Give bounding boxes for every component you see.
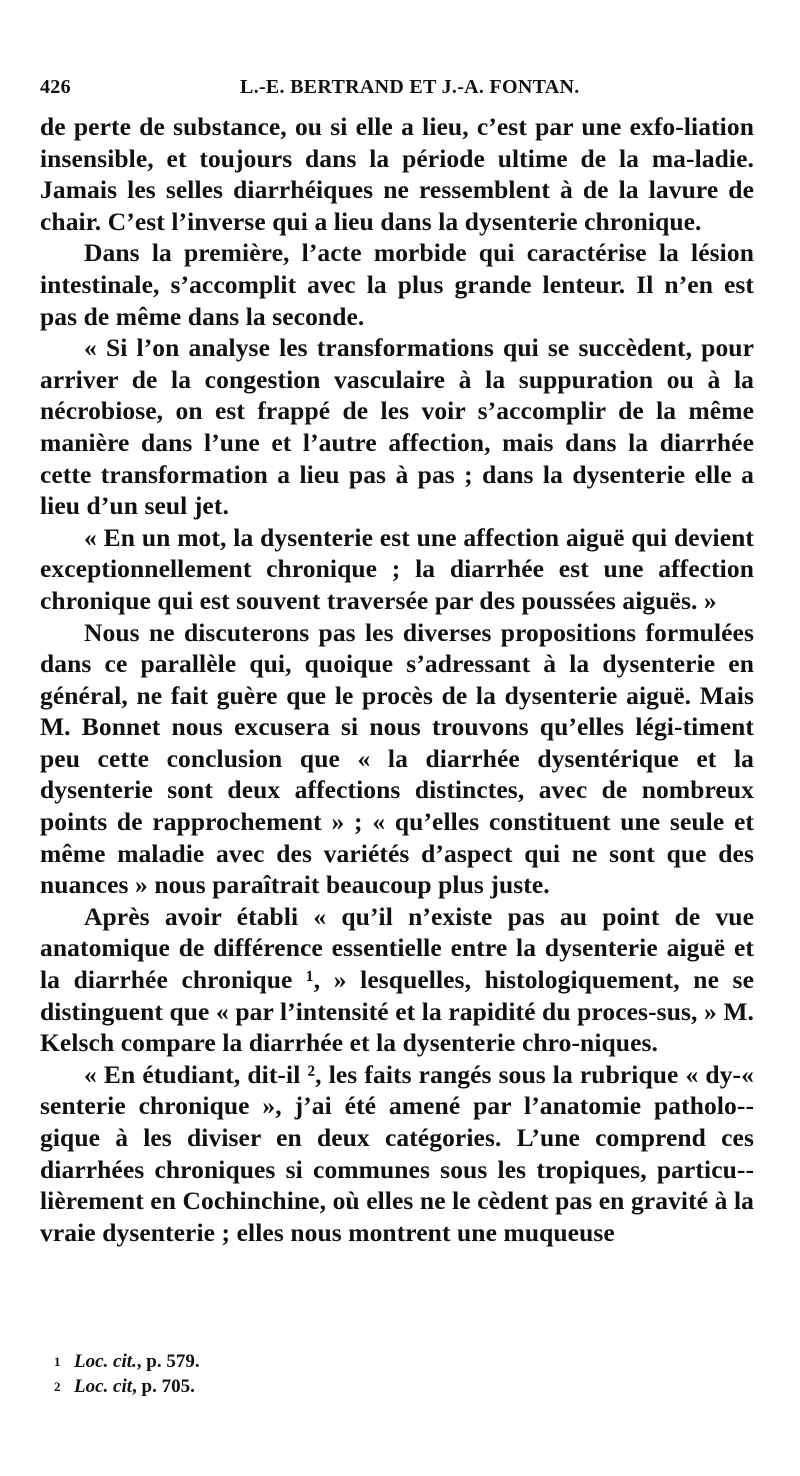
paragraph-6: Après avoir établi « qu’il n’existe pas au point de vue anatomique de différence essentielle entre la dysenterie aiguë et la diarrhée chronique ¹, » lesquelles, histologiquement, ne se distinguent que « par l’intensité et la rapidité du proces-sus, » M. Kelsch compare la diarrhée et la dysenterie chro-niques. bbox=[40, 901, 754, 1058]
paragraph-7: « En étudiant, dit-il ², les faits rangés sous la rubrique « dy-« senterie chronique », j’ai été amené par l’anatomie patholo-gique à les diviser en deux catégories. L’une comprend ces diarrhées chroniques si communes sous les tropiques, particu-lièrement en Cochinchine, où elles ne le cèdent pas en gravité à la vraie dysenterie ; elles nous montrent une muqueuse bbox=[40, 1059, 754, 1247]
running-head bbox=[40, 76, 754, 106]
footnote-mark: 1 bbox=[54, 1354, 61, 1369]
footnote-page: , p. 579. bbox=[136, 1351, 200, 1372]
footnote-reference: Loc. cit. bbox=[74, 1351, 137, 1372]
footnote-1 bbox=[54, 1349, 654, 1374]
paragraph-1: de perte de substance, ou si elle a lieu, c’est par une exfo-liation insensible, et toujours dans la période ultime de la ma-ladie. Jamais les selles diarrhéiques ne ressemblent à de la lavure de chair. C’est l’inverse qui a lieu dans la dysenterie chronique. bbox=[40, 112, 754, 236]
footnote-page: , p. 705. bbox=[132, 1376, 195, 1397]
footnote-2 bbox=[54, 1374, 654, 1399]
running-title: L.-E. BERTRAND ET J.-A. FONTAN. bbox=[240, 76, 580, 98]
paragraph-2: Dans la première, l’acte morbide qui caractérise la lésion intestinale, s’accomplit avec la plus grande lenteur. Il n’en est pas de même dans la seconde. bbox=[40, 238, 754, 331]
paragraph-3: « Si l’on analyse les transformations qui se succèdent, pour arriver de la congestion vasculaire à la suppuration ou à la nécrobiose, on est frappé de les voir s’accomplir de la même manière dans l’une et l’autre affection, mais dans la diarrhée cette transformation a lieu pas à pas ; dans la dysenterie elle a lieu d’un seul jet. bbox=[40, 333, 754, 521]
footnotes bbox=[54, 1349, 654, 1399]
footnote-mark: 2 bbox=[54, 1379, 61, 1394]
body-text bbox=[40, 111, 754, 1248]
page-number: 426 bbox=[40, 76, 71, 98]
book-page bbox=[40, 0, 754, 1476]
footnote-reference: Loc. cit bbox=[74, 1376, 133, 1397]
paragraph-4: « En un mot, la dysenterie est une affection aiguë qui devient exceptionnellement chronique ; la diarrhée est une affection chronique qui est souvent traversée par des poussées aiguës. » bbox=[40, 522, 754, 615]
paragraph-5: Nous ne discuterons pas les diverses propositions formulées dans ce parallèle qui, quoique s’adressant à la dysenterie en général, ne fait guère que le procès de la dysenterie aiguë. Mais M. Bonnet nous excusera si nous trouvons qu’elles légi-timent peu cette conclusion que « la diarrhée dysentérique et la dysenterie sont deux affections distinctes, avec de nombreux points de rapprochement » ; « qu’elles constituent une seule et même maladie avec des variétés d’aspect qui ne sont que des nuances » nous paraîtrait beaucoup plus juste. bbox=[40, 617, 754, 900]
